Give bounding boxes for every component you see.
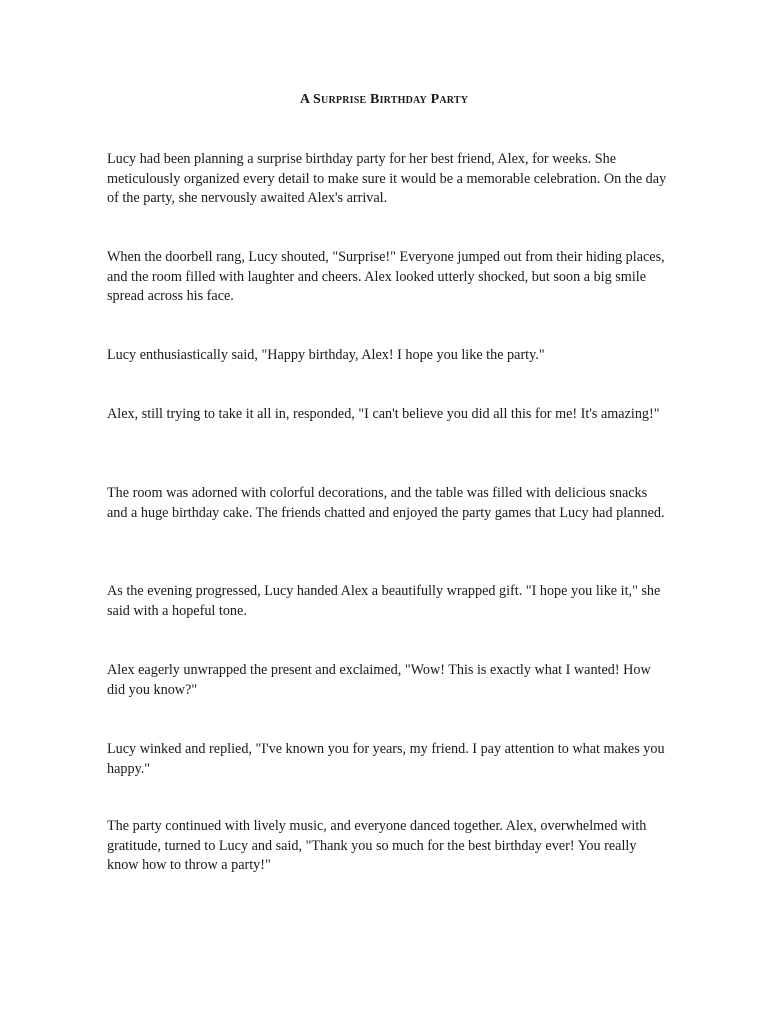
paragraph-3: Lucy enthusiastically said, "Happy birthday, Alex! I hope you like the party." [107, 347, 545, 363]
paragraph-5: The room was adorned with colorful decorations, and the table was filled with delicious snacks and a huge birthday cake. The friends chatted and enjoyed the party games that Lucy had planned. [107, 485, 665, 521]
paragraph-1: Lucy had been planning a surprise birthday party for her best friend, Alex, for weeks. She meticulously organized every detail to make sure it would be a memorable celebration. On the day of the party, she nervously awaited Alex's arrival. [107, 151, 667, 207]
paragraph-4: Alex, still trying to take it all in, responded, "I can't believe you did all this for me! It's amazing!" [107, 406, 660, 422]
paragraph-8: Lucy winked and replied, "I've known you for years, my friend. I pay attention to what makes you happy." [107, 741, 665, 777]
paragraph-6: As the evening progressed, Lucy handed Alex a beautifully wrapped gift. "I hope you like it," she said with a hopeful tone. [107, 583, 661, 619]
paragraph-9: The party continued with lively music, and everyone danced together. Alex, overwhelmed with gratitude, turned to Lucy and said, "Thank you so much for the best birthday ever! You really know how to throw a party!" [107, 818, 647, 874]
paragraph-2: When the doorbell rang, Lucy shouted, "Surprise!" Everyone jumped out from their hiding places, and the room filled with laughter and cheers. Alex looked utterly shocked, but soon a big smile spread across his face. [107, 249, 665, 305]
document-title: A Surprise Birthday Party [299, 92, 469, 107]
paragraph-7: Alex eagerly unwrapped the present and exclaimed, "Wow! This is exactly what I wanted! How did you know?" [107, 662, 651, 698]
